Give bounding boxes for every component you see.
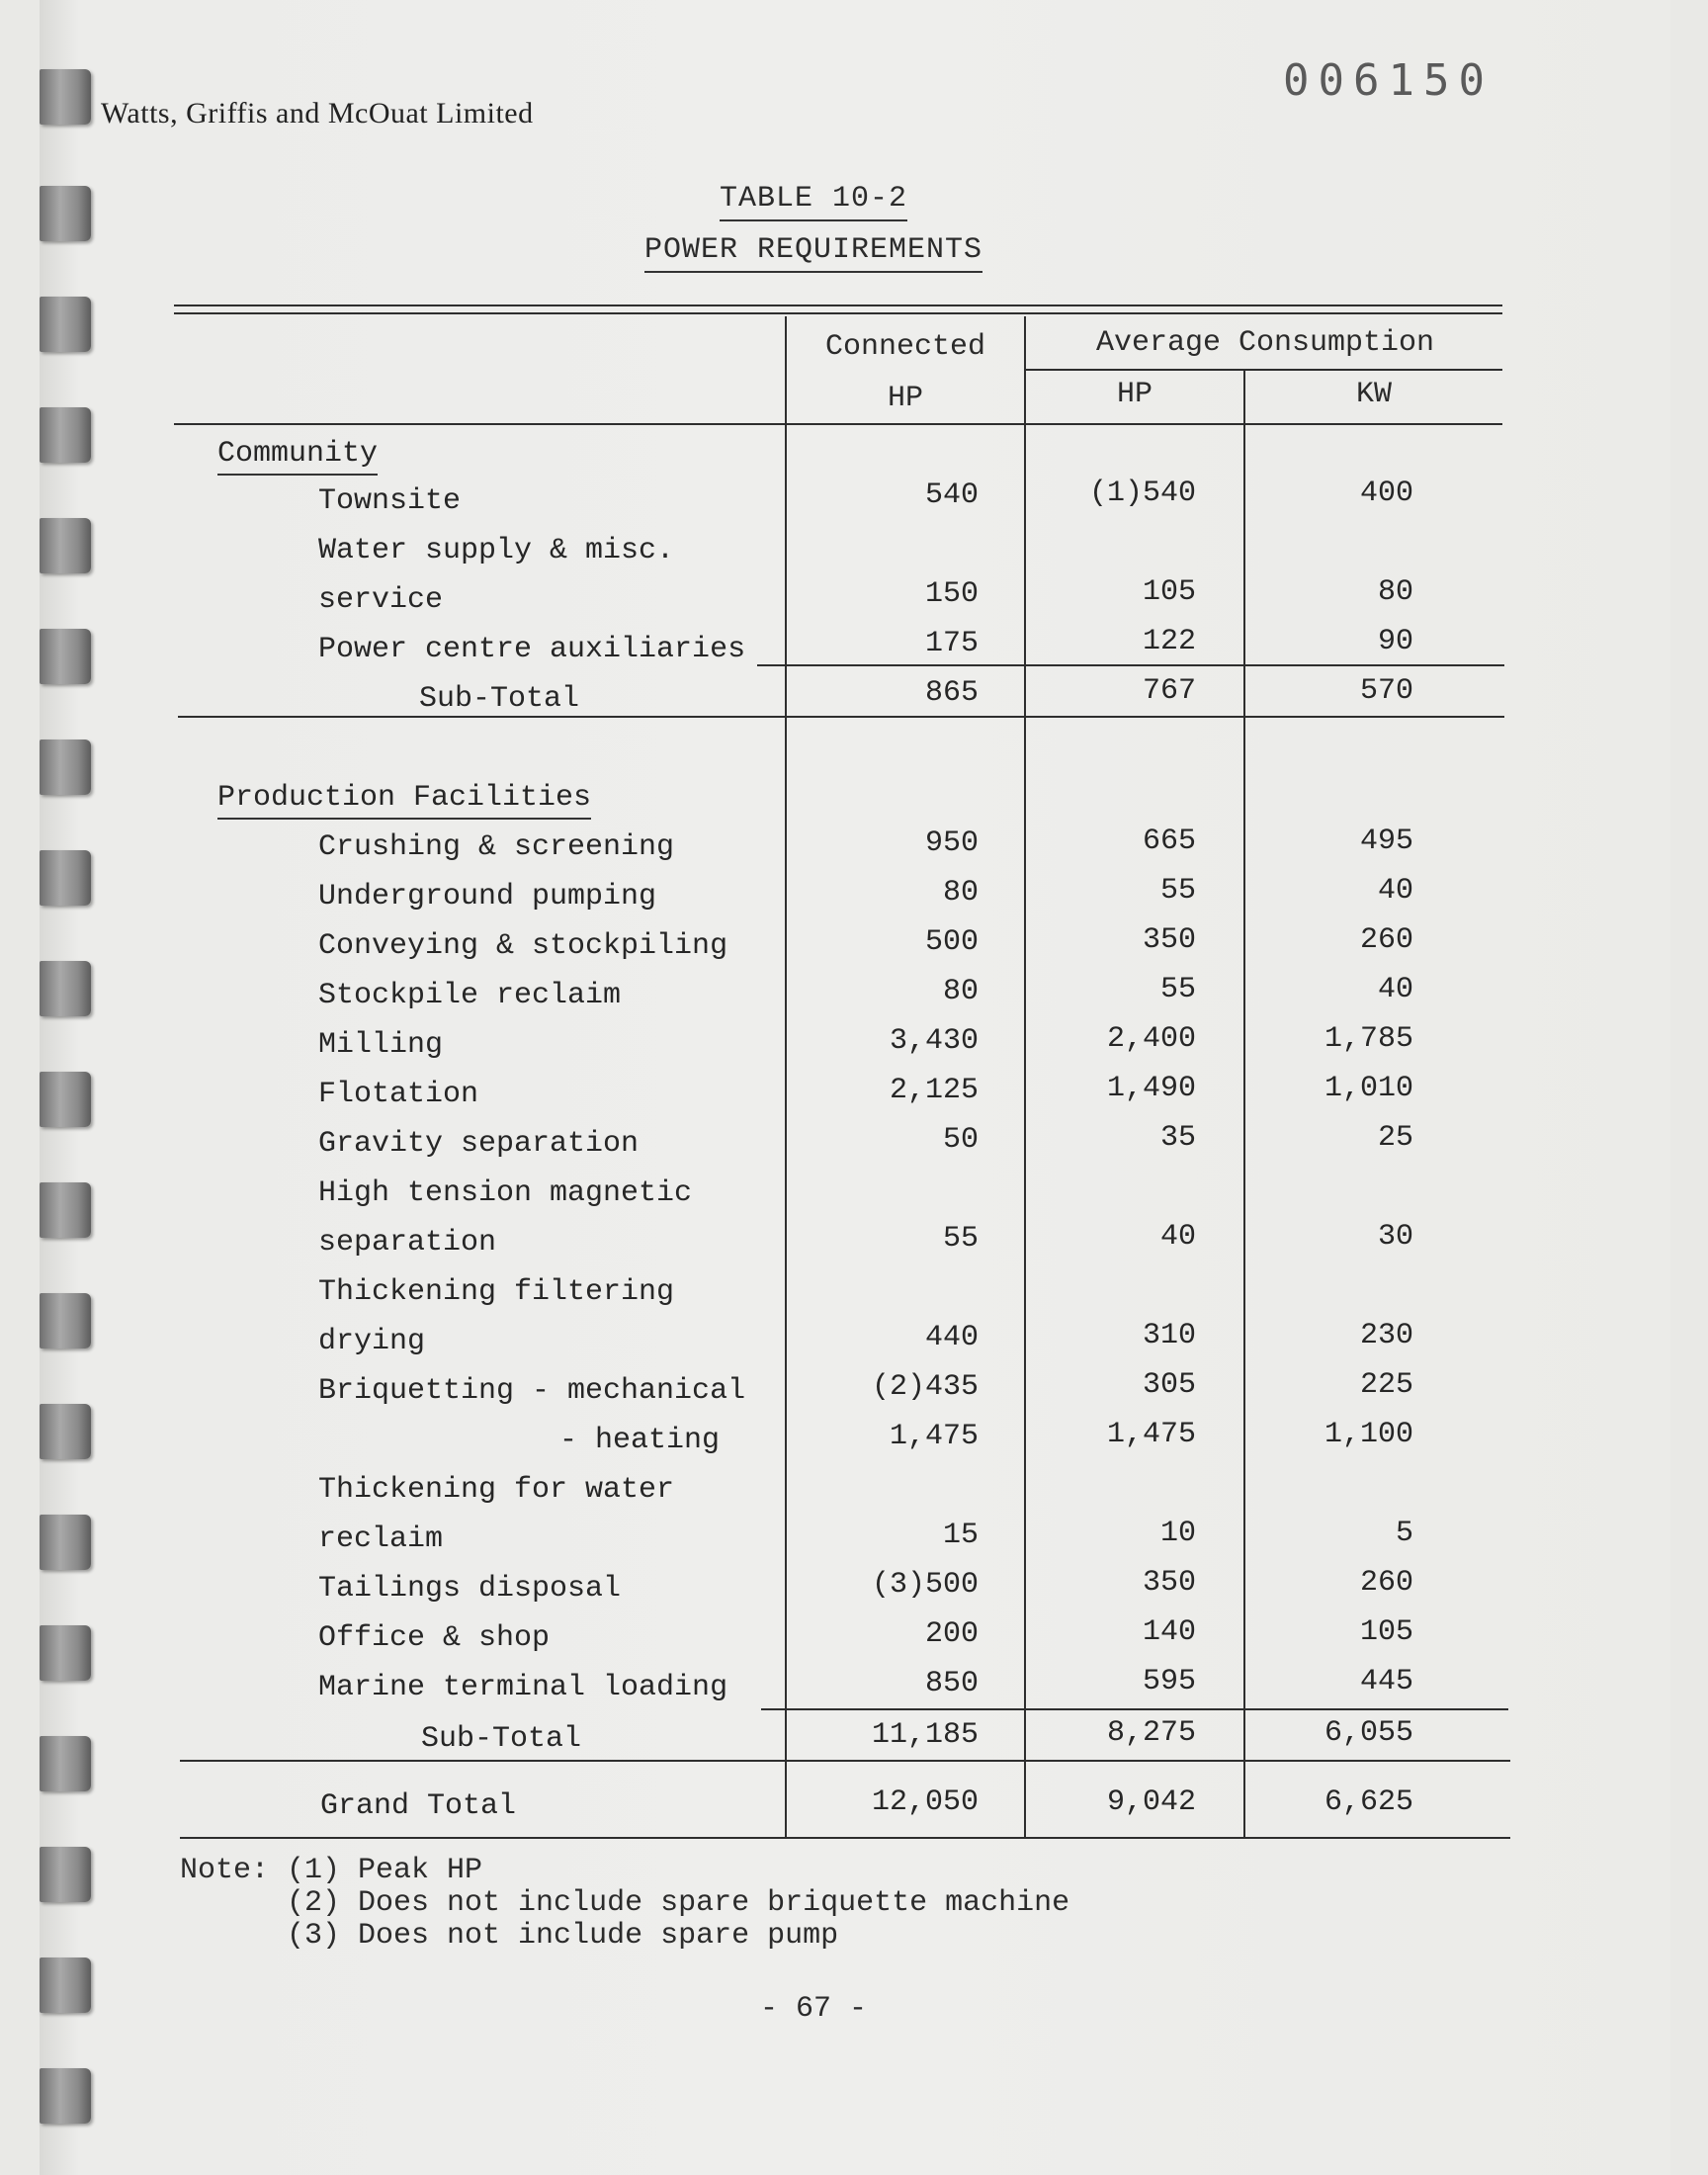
average-kw-value: 400 [1359,477,1413,510]
table-subtitle: POWER REQUIREMENTS [40,233,1587,267]
subtotal-label: Sub-Total [421,1722,582,1756]
average-hp-value: 2,400 [1106,1022,1196,1056]
average-hp-value: 1,490 [1106,1072,1196,1105]
column-header-average-hp: HP [1116,378,1153,411]
average-kw-value: 90 [1377,625,1413,658]
binding-ring [40,518,91,573]
binding-ring [40,1182,91,1238]
row-label: Water supply & misc. [318,534,675,567]
section-heading-community: Community [217,437,378,471]
note-2: (2) Does not include spare briquette machine [180,1886,1070,1920]
binding-ring [40,1847,91,1902]
average-kw-value: 105 [1359,1615,1413,1649]
row-label: Stockpile reclaim [318,979,622,1012]
connected-hp-value: 12,050 [871,1785,979,1819]
average-hp-value: 350 [1142,923,1196,957]
average-kw-value: 1,100 [1324,1418,1413,1451]
binding-ring [40,1293,91,1348]
average-hp-value: 665 [1142,825,1196,858]
average-hp-value: 767 [1142,674,1196,708]
average-kw-value: 495 [1359,825,1413,858]
average-kw-value: 40 [1377,973,1413,1006]
row-label: Thickening filtering [318,1275,675,1309]
connected-hp-value: 2,125 [889,1074,979,1107]
row-label: High tension magnetic [318,1176,693,1210]
average-kw-value: 80 [1377,575,1413,609]
connected-hp-value: 850 [924,1667,979,1700]
row-label: - heating [559,1424,721,1457]
connected-hp-value: 11,185 [871,1718,979,1752]
average-hp-value: 350 [1142,1566,1196,1600]
header-group-rule [1024,369,1502,371]
row-label: Conveying & stockpiling [318,929,728,963]
binding-ring [40,629,91,684]
connected-hp-value: 500 [924,925,979,959]
average-kw-value: 260 [1359,1566,1413,1600]
average-hp-value: 55 [1159,874,1196,908]
average-kw-value: 445 [1359,1665,1413,1698]
section-end-rule [178,716,1504,718]
connected-hp-value: 175 [924,627,979,660]
row-label: Flotation [318,1078,479,1111]
average-kw-value: 6,055 [1324,1716,1413,1750]
column-divider [785,316,787,1839]
row-label: reclaim [318,1522,444,1556]
header-bottom-rule [174,423,1502,425]
subtotal-label: Sub-Total [419,682,580,716]
average-hp-value: 122 [1142,625,1196,658]
binding-ring [40,1404,91,1459]
company-name: Watts, Griffis and McOuat Limited [101,97,534,130]
row-label: service [318,583,444,617]
average-kw-value: 6,625 [1324,1785,1413,1819]
row-label: Office & shop [318,1621,551,1655]
note-1: Note: (1) Peak HP [180,1854,483,1887]
connected-hp-value: 1,475 [889,1420,979,1453]
average-hp-value: 8,275 [1106,1716,1196,1750]
average-hp-value: 35 [1159,1121,1196,1155]
average-hp-value: 140 [1142,1615,1196,1649]
connected-hp-value: 950 [924,826,979,860]
binding-ring [40,407,91,463]
average-hp-value: 105 [1142,575,1196,609]
connected-hp-value: 55 [942,1222,979,1256]
section-heading-production: Production Facilities [217,781,591,815]
connected-hp-value: 865 [924,676,979,710]
connected-hp-value: 80 [942,975,979,1008]
average-hp-value: (1)540 [1088,477,1196,510]
grand-total-label: Grand Total [320,1789,517,1823]
document-stamp-number: 006150 [1283,55,1494,106]
average-hp-value: 310 [1142,1319,1196,1352]
row-label: separation [318,1226,497,1260]
average-kw-value: 5 [1395,1517,1413,1550]
connected-hp-value: 50 [942,1123,979,1157]
binding-ring [40,850,91,906]
row-label: Townsite [318,484,462,518]
row-label: Milling [318,1028,444,1062]
average-kw-value: 1,010 [1324,1072,1413,1105]
average-kw-value: 230 [1359,1319,1413,1352]
connected-hp-value: (2)435 [871,1370,979,1404]
average-kw-value: 260 [1359,923,1413,957]
table-top-rule [174,312,1502,314]
subtotal-rule [761,1708,1508,1710]
row-label: Thickening for water [318,1473,675,1507]
row-label: Crushing & screening [318,830,675,864]
column-header-connected-hp: HP [887,382,923,415]
row-label: Briquetting - mechanical [318,1374,746,1408]
document-page [40,0,1670,2175]
binding-ring [40,1515,91,1570]
connected-hp-value: 440 [924,1321,979,1354]
average-kw-value: 25 [1377,1121,1413,1155]
average-kw-value: 570 [1359,674,1413,708]
average-kw-value: 40 [1377,874,1413,908]
average-hp-value: 40 [1159,1220,1196,1254]
binding-ring [40,1736,91,1791]
average-hp-value: 305 [1142,1368,1196,1402]
average-kw-value: 30 [1377,1220,1413,1254]
row-label: Underground pumping [318,880,657,914]
average-kw-value: 1,785 [1324,1022,1413,1056]
connected-hp-value: (3)500 [871,1568,979,1602]
row-label: Gravity separation [318,1127,640,1161]
row-label: Tailings disposal [318,1572,622,1606]
table-title: TABLE 10-2 [40,182,1587,216]
column-divider [1024,316,1026,1839]
connected-hp-value: 540 [924,478,979,512]
binding-ring [40,740,91,795]
section-end-rule [180,1760,1510,1762]
binding-ring [40,69,91,125]
column-header-average: Average Consumption [1095,326,1435,360]
binding-ring [40,1072,91,1127]
row-label: Power centre auxiliaries [318,633,746,666]
connected-hp-value: 80 [942,876,979,910]
row-label: drying [318,1325,426,1358]
binding-ring [40,1625,91,1681]
average-hp-value: 9,042 [1106,1785,1196,1819]
row-label: Marine terminal loading [318,1671,728,1704]
page-number: - 67 - [759,1992,868,2026]
average-hp-value: 1,475 [1106,1418,1196,1451]
connected-hp-value: 3,430 [889,1024,979,1058]
connected-hp-value: 15 [942,1519,979,1552]
column-header-connected: Connected [824,330,986,364]
average-kw-value: 225 [1359,1368,1413,1402]
column-header-average-kw: KW [1355,378,1392,411]
connected-hp-value: 200 [924,1617,979,1651]
binding-ring [40,961,91,1016]
connected-hp-value: 150 [924,577,979,611]
table-bottom-rule [180,1837,1510,1839]
average-hp-value: 10 [1159,1517,1196,1550]
table-top-rule [174,304,1502,306]
spiral-binding [40,0,99,2175]
note-3: (3) Does not include spare pump [180,1919,839,1953]
binding-ring [40,2068,91,2124]
average-hp-value: 55 [1159,973,1196,1006]
binding-ring [40,297,91,352]
average-hp-value: 595 [1142,1665,1196,1698]
subtotal-rule [757,664,1504,666]
